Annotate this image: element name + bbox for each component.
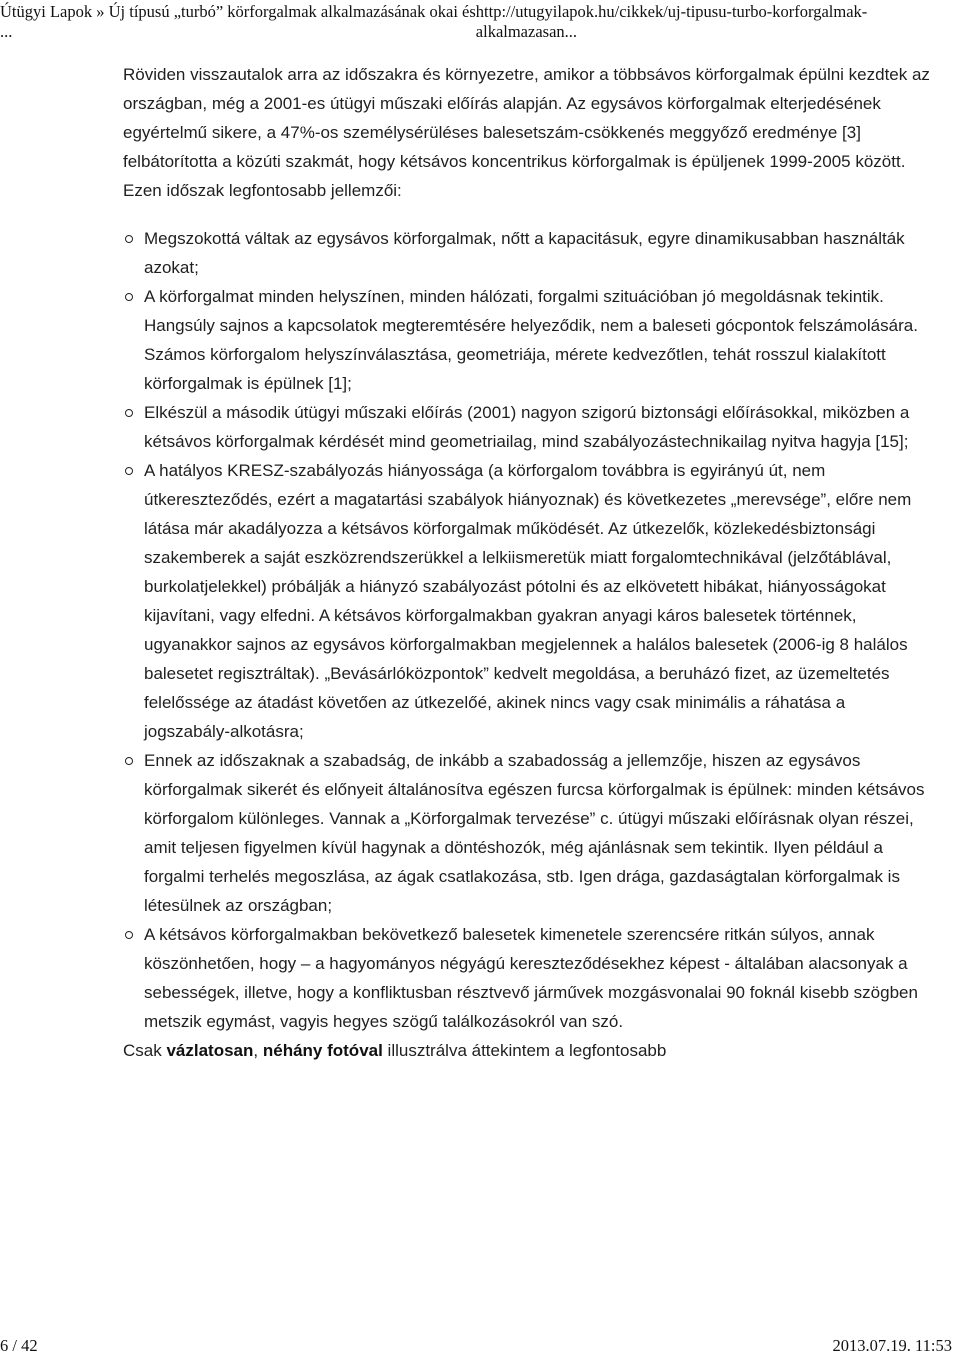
- article-body: [123, 60, 935, 1065]
- print-footer: [0, 1336, 960, 1356]
- list-item: Ennek az időszaknak a szabadság, de inkább a szabadosság a jellemzője, hiszen az egysávos körforgalmak sikerét és előnyeit általánosítva egészen furcsa körforgalmak is épülnek: minden kétsávos körforgalom különleges. Vannak a „Körforgalmak tervezése” c. útügyi műszaki előírásnak olyan részei, amit teljesen figyelmen kívül hagynak a döntéshozók, még ajánlásnak sem tekintik. Ilyen például a forgalmi terhelés megoszlása, az ágak csatlakozása, stb. Igen drága, gazdaságtalan körforgalmak is létesülnek az országban;: [123, 746, 935, 920]
- closing-bold-sketchy: vázlatosan: [166, 1041, 254, 1060]
- closing-paragraph: [123, 1036, 935, 1065]
- intro-paragraph: Röviden visszautalok arra az időszakra és környezetre, amikor a többsávos körforgalmak épülni kezdtek az országban, még a 2001-es útügyi műszaki előírás alapján. Az egysávos körforgalmak elterjedésének egyértelmű sikere, a 47%-os személysérüléses balesetszám-csökkenés meggyőző eredménye [3] felbátorította a közúti szakmát, hogy kétsávos koncentrikus körforgalmak is épüljenek 1999-2005 között. Ezen időszak legfontosabb jellemzői:: [123, 65, 930, 200]
- list-item: Elkészül a második útügyi műszaki előírás (2001) nagyon szigorú biztonsági előírásokkal, miközben a kétsávos körforgalmak kérdését mind geometriailag, mind szabályozástechnikailag nyitva hagyja [15];: [123, 398, 935, 456]
- closing-comma: ,: [253, 1041, 263, 1060]
- print-datetime: 2013.07.19. 11:53: [832, 1336, 952, 1355]
- feature-list: [123, 224, 935, 1036]
- list-item: A körforgalmat minden helyszínen, minden hálózati, forgalmi szituációban jó megoldásnak tekintik. Hangsúly sajnos a kapcsolatok megteremtésére helyeződik, nem a baleseti gócpontok felszámolására. Számos körforgalom helyszínválasztása, geometriája, mérete kedvezőtlen, tehát rosszul kialakított körforgalmak is épülnek [1];: [123, 282, 935, 398]
- page-url: http://utugyilapok.hu/cikkek/uj-tipusu-turbo-korforgalmak-alkalmazasan...: [475, 2, 868, 41]
- page-number: 6 / 42: [0, 1336, 38, 1355]
- closing-bold-photos: néhány fotóval: [262, 1041, 383, 1060]
- closing-text-start: Csak: [123, 1041, 167, 1060]
- list-item: A hatályos KRESZ-szabályozás hiányossága (a körforgalom továbbra is egyirányú út, nem útkereszteződés, ezért a magatartási szabályok hiányoznak) és következetes „merevsége”, előre nem látása már akadályozza a kétsávos körforgalmak működését. Az útkezelők, közlekedésbiztonsági szakemberek a saját eszközrendszerükkel a lelkiismeretük miatt forgalomtechnikával (jelzőtáblával, burkolatjelekkel) próbálják a hiányzó szabályozást pótolni és az elkövetett hibákat, hiányosságokat kijavítani, vagy elfedni. A kétsávos körforgalmakban gyakran anyagi káros balesetek történnek, ugyanakkor sajnos az egysávos körforgalmakban megjelennek a halálos balesetek (2006-ig 8 halálos balesetet regisztráltak). „Bevásárlóközpontok” kedvelt megoldása, a beruházó fizet, az üzemeltetés felelőssége az átadást követően az útkezelőé, akinek nincs vagy csak minimális a ráhatása a jogszabály-alkotásra;: [123, 456, 935, 746]
- list-item: A kétsávos körforgalmakban bekövetkező balesetek kimenetele szerencsére ritkán súlyos, annak köszönhetően, hogy – a hagyományos négyágú kereszteződésekhez képest - általában alacsonyak a sebességek, illetve, hogy a konfliktusban résztvevő járművek mozgásvonalai 90 foknál kisebb szögben metszik egymást, vagyis hegyes szögű találkozásokról van szó.: [123, 920, 935, 1036]
- print-header: [0, 0, 960, 41]
- page-title: Útügyi Lapok » Új típusú „turbó” körforgalmak alkalmazásának okai és ...: [0, 2, 476, 41]
- list-item: Megszokottá váltak az egysávos körforgalmak, nőtt a kapacitásuk, egyre dinamikusabban használták azokat;: [123, 224, 935, 282]
- closing-text-end: illusztrálva áttekintem a legfontosabb: [382, 1041, 667, 1060]
